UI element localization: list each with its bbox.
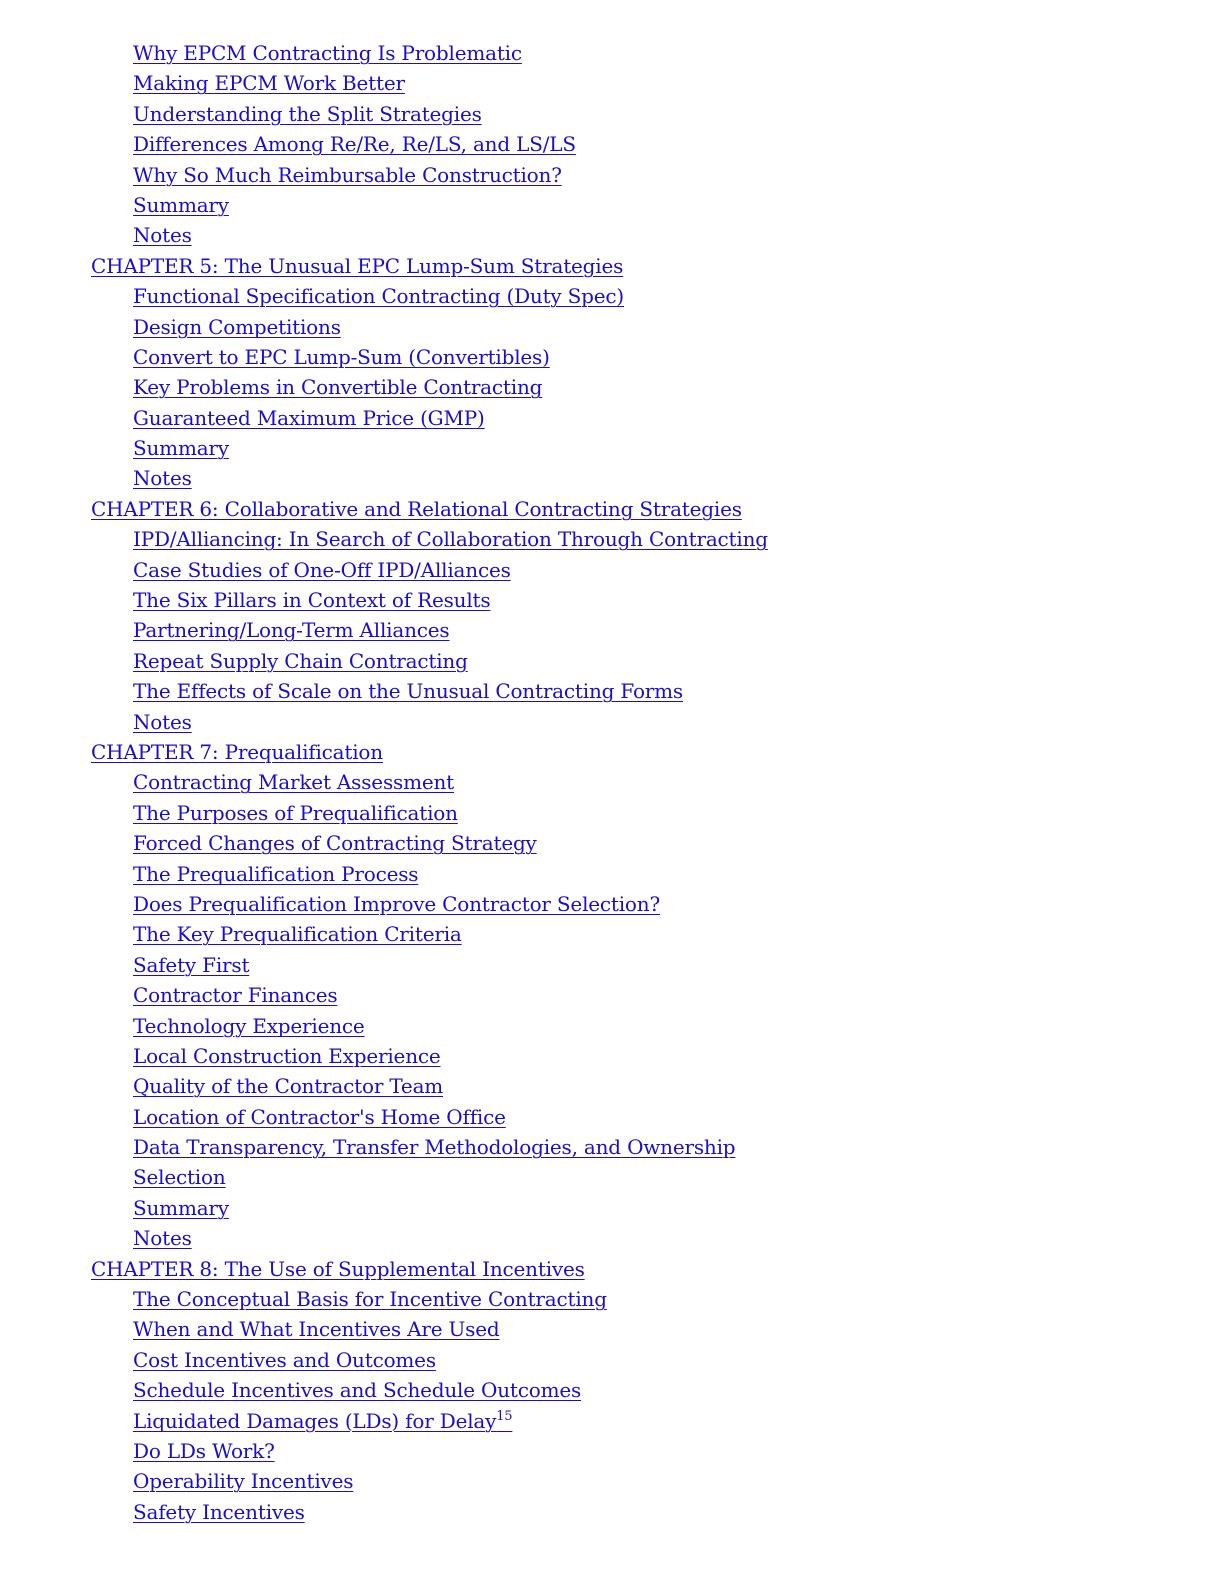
toc-section-link[interactable] [0, 1406, 1224, 1436]
toc-section-link[interactable] [0, 342, 1224, 372]
toc-link-text: Contracting Market Assessment [133, 770, 454, 795]
toc-section-link[interactable] [0, 129, 1224, 159]
toc-link-text: Notes [133, 466, 192, 491]
toc-link-text: The Purposes of Prequalification [133, 800, 458, 825]
toc-link-text: Making EPCM Work Better [133, 71, 405, 96]
toc-section-link[interactable] [0, 950, 1224, 980]
toc-section-link[interactable] [0, 463, 1224, 493]
toc-section-link[interactable] [0, 585, 1224, 615]
toc-section-link[interactable] [0, 1011, 1224, 1041]
toc-link-text: Design Competitions [133, 314, 341, 339]
toc-section-link[interactable] [0, 1284, 1224, 1314]
toc-link-text: Location of Contractor's Home Office [133, 1104, 506, 1129]
toc-link-text: Convert to EPC Lump-Sum (Convertibles) [133, 344, 550, 369]
toc-section-link[interactable] [0, 980, 1224, 1010]
toc-link-text: Do LDs Work? [133, 1438, 275, 1463]
toc-link-text: Quality of the Contractor Team [133, 1074, 444, 1099]
toc-section-link[interactable] [0, 38, 1224, 68]
toc-section-link[interactable] [0, 798, 1224, 828]
toc-link-text: Data Transparency, Transfer Methodologies, and Ownership [133, 1135, 736, 1160]
toc-link-text: Understanding the Split Strategies [133, 101, 482, 126]
toc-section-link[interactable] [0, 433, 1224, 463]
toc-link-text: Guaranteed Maximum Price (GMP) [133, 405, 485, 430]
toc-section-link[interactable] [0, 555, 1224, 585]
toc-link-text: The Prequalification Process [133, 861, 419, 886]
toc-section-link[interactable] [0, 707, 1224, 737]
toc-section-link[interactable] [0, 99, 1224, 129]
toc-link-text: Summary [133, 436, 229, 461]
toc-section-link[interactable] [0, 615, 1224, 645]
toc-link-text: Cost Incentives and Outcomes [133, 1347, 436, 1372]
toc-section-link[interactable] [0, 828, 1224, 858]
toc-link-text: The Conceptual Basis for Incentive Contracting [133, 1287, 607, 1312]
toc-section-link[interactable] [0, 372, 1224, 402]
toc-section-link[interactable] [0, 676, 1224, 706]
toc-link-text: Partnering/Long-Term Alliances [133, 618, 450, 643]
toc-section-link[interactable] [0, 524, 1224, 554]
toc-link-text: Contractor Finances [133, 983, 338, 1008]
toc-section-link[interactable] [0, 1102, 1224, 1132]
toc-chapter-link[interactable] [0, 251, 1224, 281]
toc-link-text: Key Problems in Convertible Contracting [133, 375, 543, 400]
toc-section-link[interactable] [0, 1345, 1224, 1375]
toc-section-link[interactable] [0, 919, 1224, 949]
toc-link-text: IPD/Alliancing: In Search of Collaboration Through Contracting [133, 527, 768, 552]
toc-link-text: Forced Changes of Contracting Strategy [133, 831, 537, 856]
toc-section-link[interactable] [0, 1466, 1224, 1496]
toc-section-link[interactable] [0, 1162, 1224, 1192]
toc-section-link[interactable] [0, 68, 1224, 98]
toc-section-link[interactable] [0, 1132, 1224, 1162]
toc-link-text: Technology Experience [133, 1013, 365, 1038]
toc-link-text: Liquidated Damages (LDs) for Delay [133, 1408, 497, 1433]
toc-section-link[interactable] [0, 1436, 1224, 1466]
toc-section-link[interactable] [0, 403, 1224, 433]
toc-link-text: CHAPTER 7: Prequalification [91, 739, 383, 764]
toc-link-text: CHAPTER 6: Collaborative and Relational Contracting Strategies [91, 496, 742, 521]
toc-link-text: Notes [133, 1226, 192, 1251]
toc-section-link[interactable] [0, 312, 1224, 342]
toc-section-link[interactable] [0, 1223, 1224, 1253]
toc-link-text: Summary [133, 192, 229, 217]
toc-section-link[interactable] [0, 1193, 1224, 1223]
toc-section-link[interactable] [0, 859, 1224, 889]
toc-link-text: CHAPTER 8: The Use of Supplemental Incentives [91, 1256, 585, 1281]
toc-section-link[interactable] [0, 646, 1224, 676]
toc-link-text: The Effects of Scale on the Unusual Contracting Forms [133, 679, 683, 704]
toc-section-link[interactable] [0, 1375, 1224, 1405]
table-of-contents [0, 38, 1224, 1527]
toc-link-text: Why EPCM Contracting Is Problematic [133, 41, 522, 65]
toc-link-text: Functional Specification Contracting (Duty Spec) [133, 284, 625, 309]
toc-section-link[interactable] [0, 190, 1224, 220]
toc-link-text: Differences Among Re/Re, Re/LS, and LS/LS [133, 132, 576, 157]
toc-section-link[interactable] [0, 1071, 1224, 1101]
toc-link-text: Notes [133, 709, 192, 734]
toc-link-text: Case Studies of One-Off IPD/Alliances [133, 557, 511, 582]
toc-link-text: Does Prequalification Improve Contractor Selection? [133, 891, 660, 916]
toc-link-text: Notes [133, 223, 192, 248]
toc-chapter-link[interactable] [0, 494, 1224, 524]
toc-link-text: CHAPTER 5: The Unusual EPC Lump-Sum Strategies [91, 253, 624, 278]
toc-link-text: When and What Incentives Are Used [133, 1317, 500, 1342]
toc-link-text: Safety Incentives [133, 1499, 305, 1524]
toc-section-link[interactable] [0, 767, 1224, 797]
toc-section-link[interactable] [0, 1497, 1224, 1527]
toc-link-text: Operability Incentives [133, 1469, 354, 1494]
toc-link-text: Local Construction Experience [133, 1043, 441, 1068]
toc-section-link[interactable] [0, 281, 1224, 311]
toc-link-text: Safety First [133, 952, 250, 977]
toc-section-link[interactable] [0, 220, 1224, 250]
footnote-marker[interactable]: 15 [496, 1408, 513, 1424]
toc-link-text: The Key Prequalification Criteria [133, 922, 462, 947]
toc-section-link[interactable] [0, 889, 1224, 919]
toc-link-text: Repeat Supply Chain Contracting [133, 648, 468, 673]
toc-section-link[interactable] [0, 160, 1224, 190]
toc-chapter-link[interactable] [0, 737, 1224, 767]
toc-link-text: Schedule Incentives and Schedule Outcomes [133, 1378, 582, 1403]
toc-link-text: The Six Pillars in Context of Results [133, 588, 491, 613]
toc-link-text: Summary [133, 1195, 229, 1220]
toc-link-text: Selection [133, 1165, 226, 1190]
toc-link-text: Why So Much Reimbursable Construction? [133, 162, 562, 187]
toc-section-link[interactable] [0, 1041, 1224, 1071]
toc-chapter-link[interactable] [0, 1254, 1224, 1284]
toc-section-link[interactable] [0, 1314, 1224, 1344]
